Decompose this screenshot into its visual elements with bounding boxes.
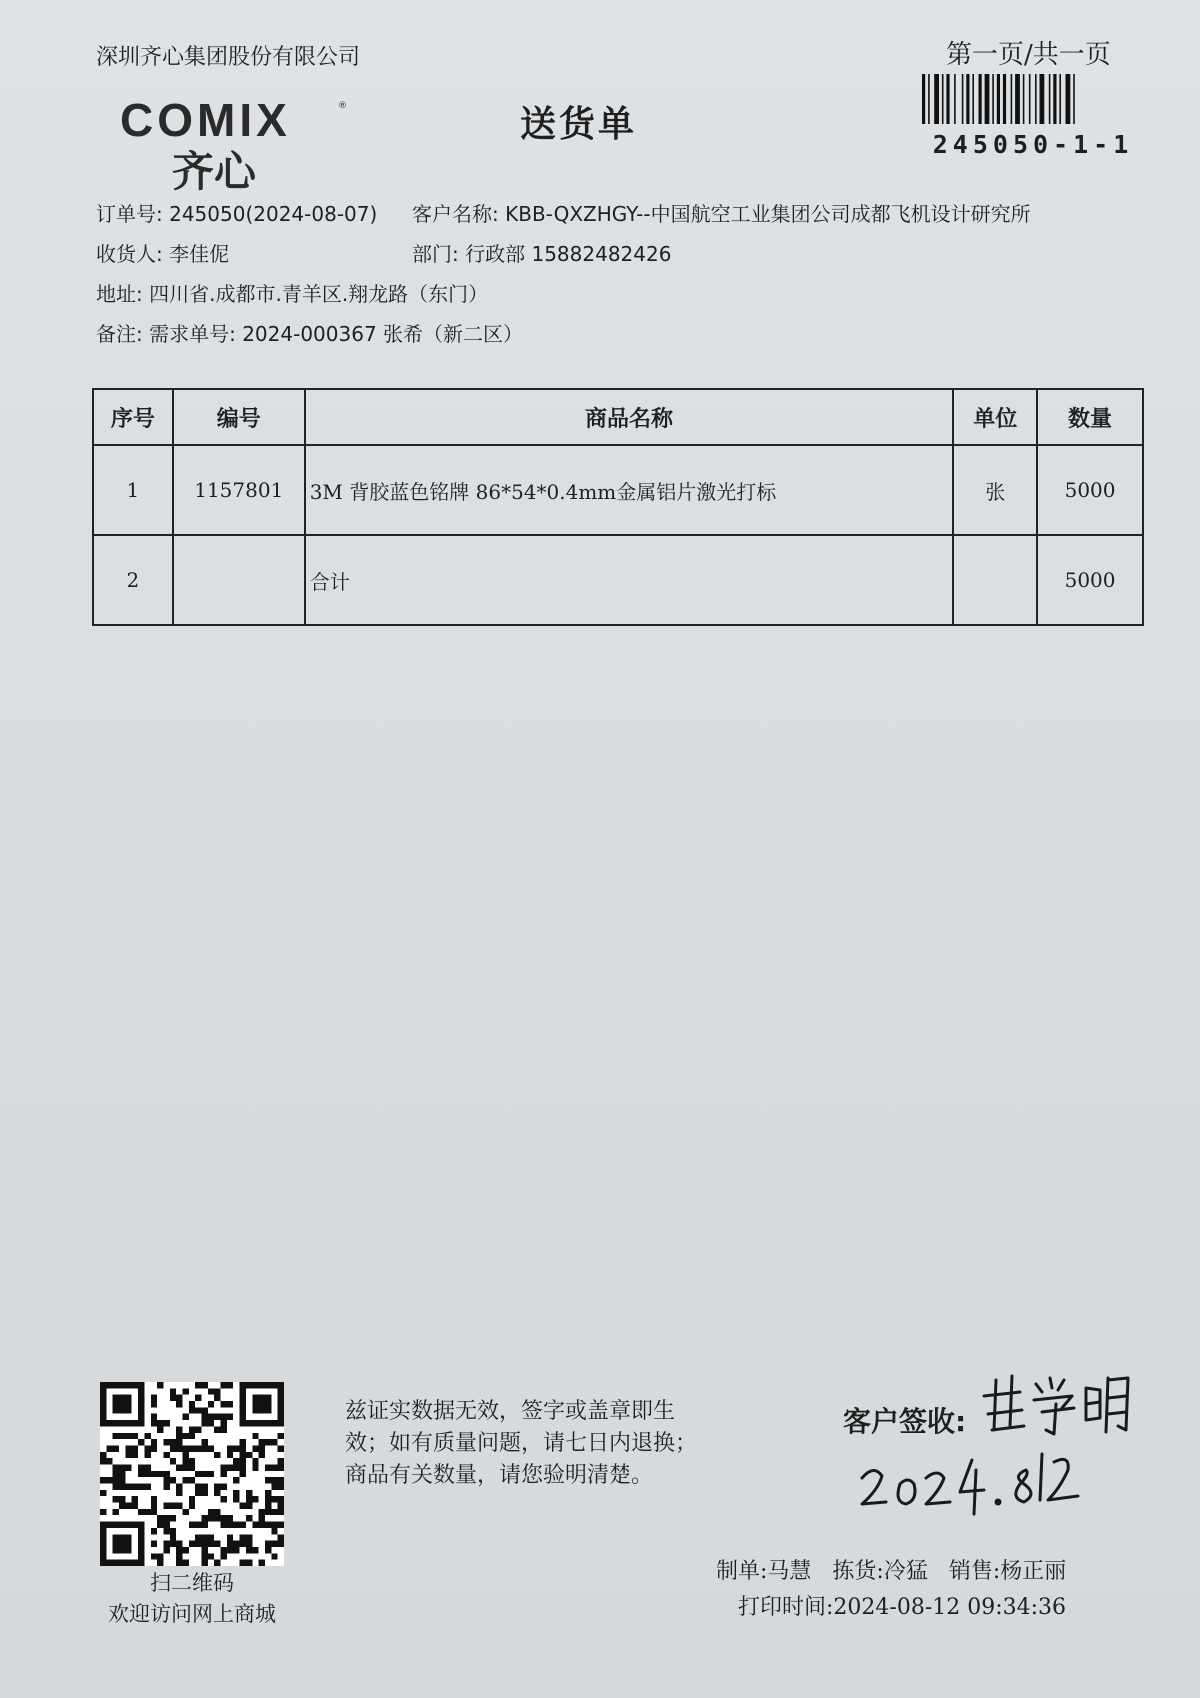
cell-seq: 1 xyxy=(93,445,173,535)
print-time: 打印时间:2024-08-12 09:34:36 xyxy=(738,1595,1067,1620)
qr-caption xyxy=(82,1568,302,1630)
qr-caption-line-1: 扫二维码 xyxy=(150,1571,234,1595)
header-name: 商品名称 xyxy=(305,389,954,445)
logo-text-en: COMIX xyxy=(120,94,291,146)
logo-text-cn: 齐心 xyxy=(172,147,257,194)
cell-code xyxy=(173,535,305,625)
customer-sign-label: 客户签收: xyxy=(843,1405,967,1438)
qr-caption-line-2: 欢迎访问网上商城 xyxy=(108,1602,276,1626)
cell-qty: 5000 xyxy=(1037,445,1143,535)
header-code: 编号 xyxy=(173,389,305,445)
cell-seq: 2 xyxy=(93,535,173,625)
handwritten-signature xyxy=(976,1368,1136,1438)
qr-code[interactable] xyxy=(100,1382,284,1566)
page-indicator: 第一页/共一页 xyxy=(946,40,1111,70)
department: 部门: 行政部 15882482426 xyxy=(412,242,672,266)
barcode-number: 245050-1-1 xyxy=(932,130,1134,159)
header-seq: 序号 xyxy=(93,389,173,445)
barcode xyxy=(922,74,1142,124)
receiver: 收货人: 李佳伲 xyxy=(96,242,230,266)
sales: 销售:杨正丽 xyxy=(948,1559,1067,1584)
picker: 拣货:冷猛 xyxy=(832,1559,928,1584)
staff-info xyxy=(716,1554,1066,1585)
notice-text: 兹证实数据无效，签字或盖章即生 效；如有质量问题，请七日内退换； 商品有关数量，请您验明清楚。 xyxy=(345,1399,698,1488)
svg-text:®: ® xyxy=(338,101,347,111)
cell-name: 合计 xyxy=(305,535,954,625)
goods-table xyxy=(92,388,1144,626)
handwritten-date xyxy=(856,1440,1096,1530)
table-row xyxy=(93,445,1143,535)
remark: 备注: 需求单号: 2024-000367 张希（新二区） xyxy=(96,322,524,346)
header-unit: 单位 xyxy=(953,389,1037,445)
cell-name: 3M 背胶蓝色铭牌 86*54*0.4mm金属铝片激光打标 xyxy=(305,445,954,535)
cell-unit xyxy=(953,535,1037,625)
order-number: 订单号: 245050(2024-08-07) xyxy=(96,202,378,226)
table-header-row xyxy=(93,389,1143,445)
address: 地址: 四川省.成都市.青羊区.翔龙路（东门） xyxy=(96,282,489,306)
cell-unit: 张 xyxy=(953,445,1037,535)
cell-code: 1157801 xyxy=(173,445,305,535)
table-row xyxy=(93,535,1143,625)
maker: 制单:马慧 xyxy=(716,1559,812,1584)
document-title: 送货单 xyxy=(520,104,638,145)
header-qty: 数量 xyxy=(1037,389,1143,445)
company-name: 深圳齐心集团股份有限公司 xyxy=(96,45,361,70)
customer-name: 客户名称: KBB-QXZHGY--中国航空工业集团公司成都飞机设计研究所 xyxy=(412,202,1031,226)
cell-qty: 5000 xyxy=(1037,535,1143,625)
comix-logo xyxy=(118,94,348,194)
